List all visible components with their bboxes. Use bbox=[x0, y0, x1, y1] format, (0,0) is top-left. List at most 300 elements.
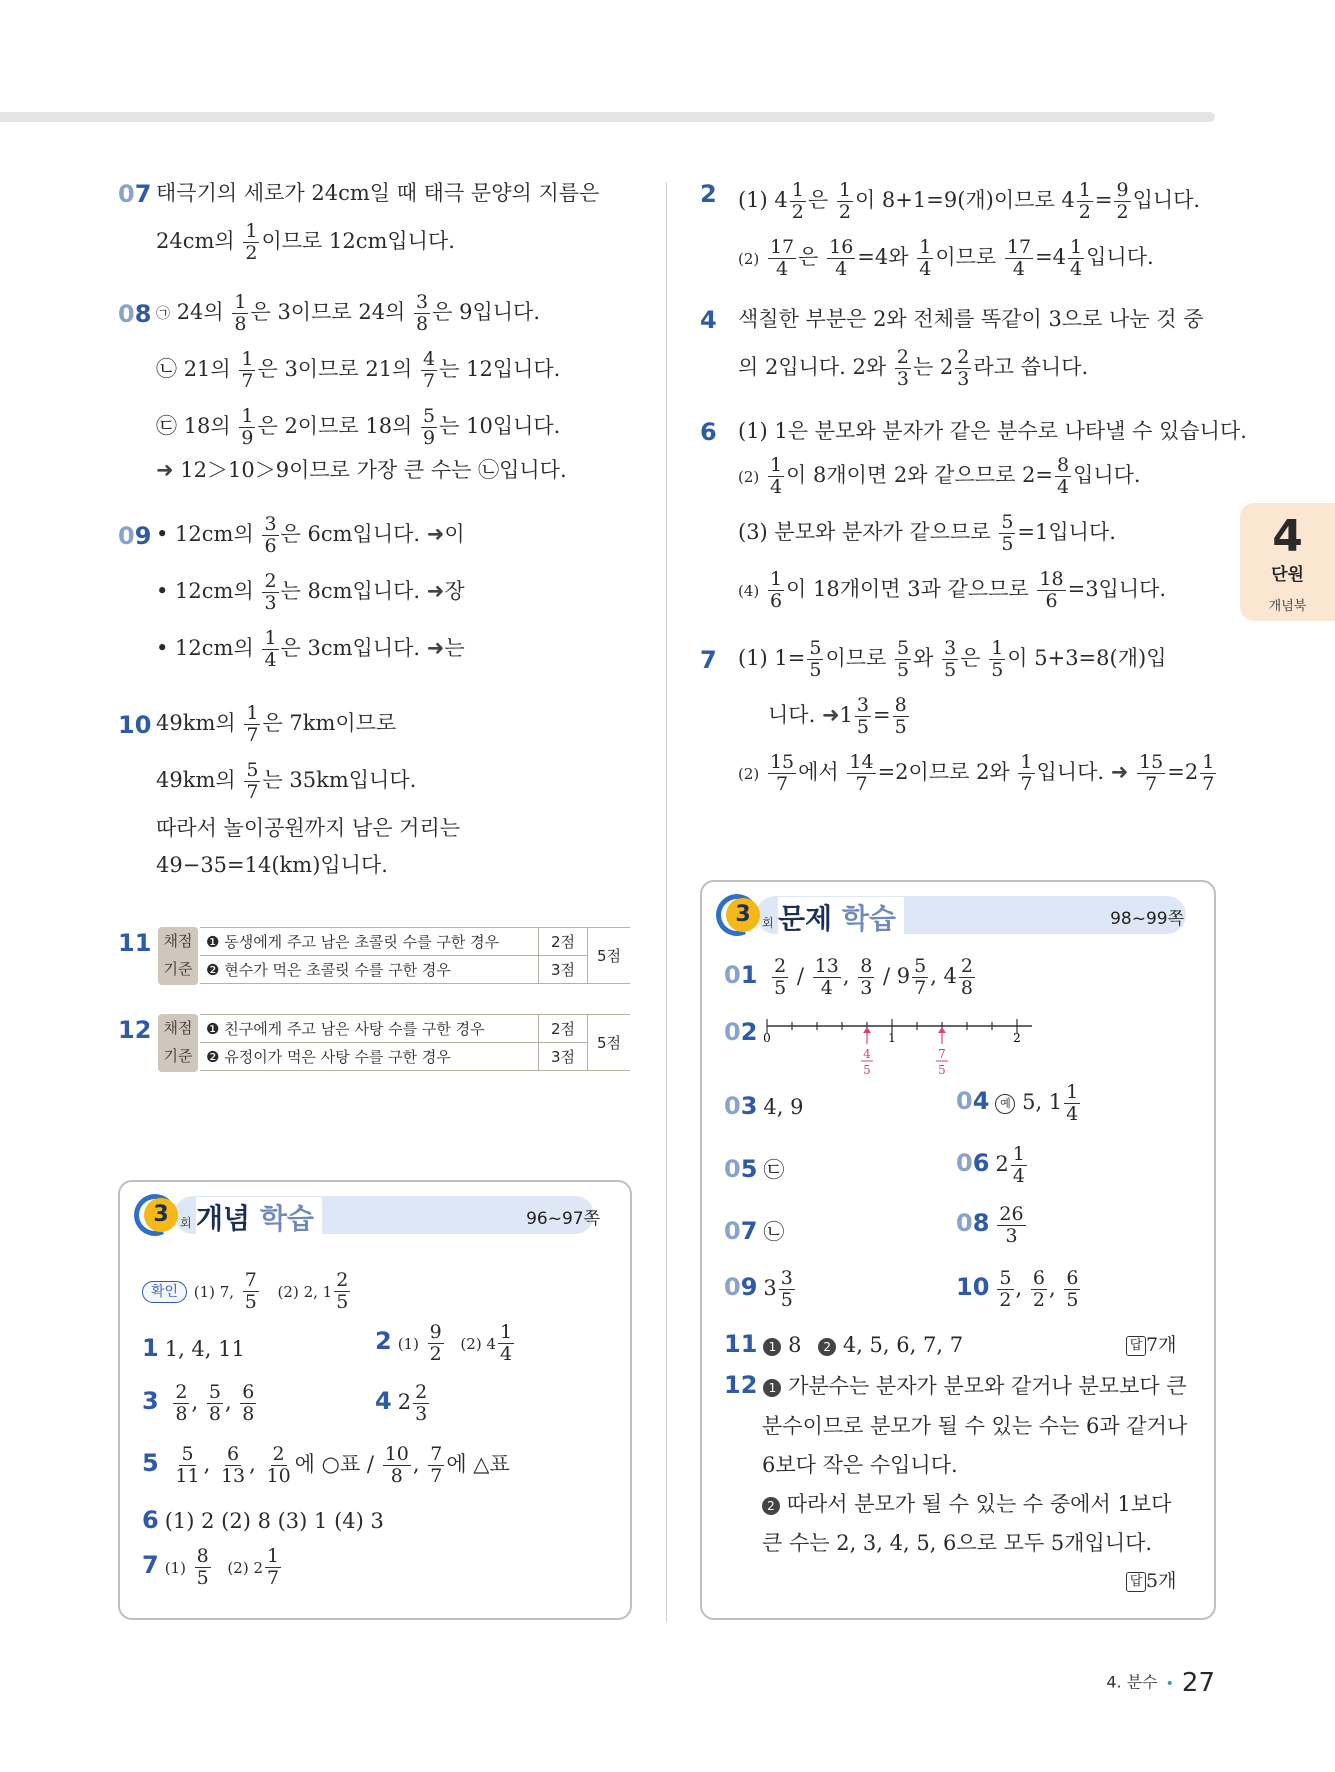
denominator: 7 bbox=[1020, 773, 1033, 795]
text: 은 bbox=[798, 245, 819, 269]
text: (2) 2, 1 bbox=[277, 1283, 333, 1301]
step-1-icon: 1 bbox=[763, 1379, 781, 1397]
step-1-icon: 1 bbox=[763, 1338, 781, 1356]
fraction bbox=[244, 760, 260, 803]
numerator: 3 bbox=[416, 291, 429, 313]
text-line: 색칠한 부분은 2와 전체를 똑같이 3으로 나눈 것 중 bbox=[738, 307, 1204, 331]
fraction bbox=[827, 237, 855, 280]
text-line bbox=[738, 752, 1220, 795]
text: 입니다. bbox=[1086, 245, 1154, 269]
text: 은 3이므로 24의 bbox=[250, 300, 406, 324]
points: 2점 bbox=[539, 928, 588, 956]
denominator: 5 bbox=[780, 1289, 793, 1311]
fraction bbox=[421, 406, 437, 449]
fraction bbox=[768, 752, 796, 795]
item-number: 10 bbox=[956, 1273, 990, 1301]
numerator: 1 bbox=[1066, 1081, 1079, 1103]
answer-4 bbox=[375, 1382, 431, 1425]
denominator: 7 bbox=[1202, 773, 1215, 795]
book-label: 개념북 bbox=[1268, 599, 1307, 614]
left-column bbox=[118, 180, 628, 879]
denominator: 4 bbox=[1012, 258, 1026, 280]
text: 니다. bbox=[768, 703, 816, 727]
rubric-table bbox=[200, 927, 630, 984]
fraction bbox=[265, 1546, 281, 1589]
chapter-tab[interactable] bbox=[1240, 503, 1335, 621]
fraction bbox=[1114, 180, 1130, 223]
check-label: 확인 bbox=[142, 1281, 187, 1303]
arrow-icon: ➜ bbox=[426, 522, 445, 546]
denominator: 3 bbox=[1005, 1225, 1018, 1247]
text: 24cm의 bbox=[156, 229, 235, 253]
text-line bbox=[156, 628, 628, 671]
fraction bbox=[243, 221, 259, 264]
numerator: 6 bbox=[1066, 1267, 1079, 1289]
denominator: 5 bbox=[991, 659, 1004, 681]
denominator: 4 bbox=[1066, 1103, 1079, 1125]
answer-6 bbox=[142, 1506, 384, 1534]
separator-dot: • bbox=[1165, 1675, 1174, 1692]
text: (4) bbox=[738, 582, 760, 600]
title-sub: 학습 bbox=[841, 902, 896, 935]
fraction bbox=[232, 292, 248, 335]
fraction bbox=[262, 514, 278, 557]
answer-03 bbox=[724, 1092, 803, 1120]
numerator: 8 bbox=[860, 955, 873, 977]
top-bar bbox=[0, 112, 1215, 122]
criterion: ❷ 현수가 먹은 초콜릿 수를 구한 경우 bbox=[200, 956, 539, 984]
numerator: 15 bbox=[769, 751, 795, 773]
tick-label: 0 bbox=[763, 1031, 771, 1045]
denominator: 9 bbox=[423, 427, 436, 449]
denominator: 3 bbox=[860, 977, 873, 999]
numerator: 2 bbox=[264, 570, 277, 592]
text-line bbox=[738, 180, 1220, 223]
chapter-number: 4 bbox=[1272, 511, 1303, 562]
fraction bbox=[772, 956, 788, 999]
denominator: 5 bbox=[856, 716, 870, 738]
title-main: 개념 bbox=[196, 1202, 251, 1235]
problem-number: 08 bbox=[118, 300, 152, 328]
numerator: 5 bbox=[1001, 511, 1014, 533]
fraction bbox=[1011, 1144, 1027, 1187]
text: ㉡ bbox=[763, 1220, 785, 1244]
badge-suffix: 회 bbox=[180, 1216, 192, 1230]
numerator: 5 bbox=[208, 1381, 221, 1403]
fraction bbox=[1077, 180, 1093, 223]
denominator: 4 bbox=[769, 476, 783, 498]
fraction bbox=[240, 1382, 256, 1425]
denominator: 7 bbox=[246, 724, 259, 746]
rubric-11 bbox=[118, 925, 628, 987]
text-line: 49−35=14(km)입니다. bbox=[156, 853, 388, 877]
numerator: 9 bbox=[429, 1321, 442, 1343]
table-row bbox=[200, 956, 630, 984]
denominator: 11 bbox=[175, 1465, 200, 1487]
problem-number: 6 bbox=[700, 418, 717, 446]
numerator: 1 bbox=[1078, 179, 1091, 201]
denominator: 7 bbox=[246, 781, 259, 803]
answer-07 bbox=[724, 1216, 784, 1246]
numerator: 9 bbox=[1116, 179, 1129, 201]
text: =1입니다. bbox=[1017, 520, 1116, 544]
numerator: 2 bbox=[175, 1381, 188, 1403]
text: (1) 4 bbox=[738, 188, 788, 212]
text: 이 5+3=8(개)입 bbox=[1007, 646, 1167, 670]
fraction bbox=[997, 1204, 1025, 1247]
denominator: 9 bbox=[241, 427, 254, 449]
denominator: 7 bbox=[1145, 773, 1158, 795]
numerator: 1 bbox=[245, 220, 258, 242]
numerator: 4 bbox=[423, 348, 436, 370]
problem-09 bbox=[118, 514, 628, 671]
text: 4 bbox=[943, 964, 957, 988]
problem-7 bbox=[700, 638, 1220, 795]
item-number: 06 bbox=[956, 1149, 990, 1177]
text: (1) bbox=[164, 1559, 186, 1577]
marker: ㉡ bbox=[156, 357, 177, 381]
answer-12 bbox=[724, 1370, 1187, 1400]
session-badge bbox=[716, 894, 774, 936]
title-main: 문제 bbox=[778, 902, 833, 935]
denominator: 5 bbox=[809, 659, 822, 681]
numerator: 1 bbox=[499, 1321, 513, 1343]
answer-1 bbox=[142, 1334, 245, 1362]
fraction bbox=[999, 512, 1015, 555]
item-number: 01 bbox=[724, 961, 758, 989]
fraction bbox=[1064, 1082, 1080, 1125]
points: 2점 bbox=[539, 1015, 588, 1043]
numerator: 1 bbox=[769, 454, 783, 476]
text: =3입니다. bbox=[1067, 577, 1167, 601]
badge-number: 3 bbox=[726, 898, 760, 932]
fraction bbox=[1005, 237, 1033, 280]
text-line bbox=[738, 512, 1220, 555]
text-line: 따라서 놀이공원까지 남은 거리는 bbox=[156, 816, 461, 840]
answer-09 bbox=[724, 1268, 797, 1311]
text: 는 12입니다. bbox=[439, 357, 561, 381]
tag-text: 기준 bbox=[163, 960, 193, 978]
text: / bbox=[796, 964, 804, 988]
text: 이 bbox=[444, 522, 465, 546]
problem-number: 11 bbox=[118, 929, 152, 957]
fraction bbox=[895, 638, 911, 681]
answer-11 bbox=[724, 1330, 963, 1358]
box-header bbox=[716, 896, 1200, 934]
denominator: 3 bbox=[264, 592, 277, 614]
text-line bbox=[156, 760, 628, 803]
text: 은 6cm입니다. bbox=[280, 522, 421, 546]
text: 은 bbox=[960, 646, 981, 670]
denominator: 5 bbox=[944, 659, 957, 681]
numerator: 5 bbox=[897, 637, 910, 659]
numerator: 1 bbox=[264, 627, 277, 649]
text: 12＞10＞9이므로 가장 큰 수는 ㉡입니다. bbox=[180, 458, 567, 482]
denominator: 3 bbox=[957, 368, 970, 390]
text: • 12cm의 bbox=[156, 636, 254, 660]
text: • 12cm의 bbox=[156, 522, 254, 546]
denominator: 13 bbox=[220, 1465, 246, 1487]
text: 은 9입니다. bbox=[432, 300, 540, 324]
fraction bbox=[768, 569, 784, 612]
denominator: 8 bbox=[390, 1465, 403, 1487]
text-line: 큰 수는 2, 3, 4, 5, 6으로 모두 5개입니다. bbox=[762, 1531, 1153, 1555]
problem-4 bbox=[700, 306, 1220, 390]
numerator: 1 bbox=[1012, 1143, 1025, 1165]
denominator: 4 bbox=[1056, 476, 1070, 498]
text: 의 2입니다. 2와 bbox=[738, 355, 887, 379]
denominator: 4 bbox=[775, 258, 789, 280]
marker-arrowhead bbox=[938, 1027, 946, 1033]
text: 7개 bbox=[1146, 1334, 1177, 1356]
numerator: 5 bbox=[181, 1443, 194, 1465]
fraction bbox=[779, 1268, 795, 1311]
answer-7 bbox=[142, 1546, 283, 1589]
problem-number: 12 bbox=[118, 1016, 152, 1044]
denominator: 5 bbox=[894, 716, 907, 738]
rubric-12 bbox=[118, 1012, 628, 1074]
numerator: 15 bbox=[1139, 751, 1164, 773]
text-line bbox=[738, 695, 1220, 738]
arrow-icon: ➜ bbox=[1110, 760, 1129, 784]
text-line: 태극기의 세로가 24cm일 때 태극 문양의 지름은 bbox=[156, 181, 600, 205]
text: 은 bbox=[807, 188, 829, 212]
denominator: 5 bbox=[774, 977, 787, 999]
denominator: 6 bbox=[1045, 590, 1058, 612]
text: 장 bbox=[444, 579, 465, 603]
numerator: 2 bbox=[960, 955, 974, 977]
denominator: 7 bbox=[266, 1567, 280, 1589]
denominator: 5 bbox=[1066, 1289, 1079, 1311]
tick-label: 2 bbox=[1013, 1031, 1021, 1045]
fraction bbox=[1037, 569, 1065, 612]
text: (1) 7, bbox=[193, 1283, 235, 1301]
text: (2) bbox=[738, 468, 760, 486]
text: 는 10입니다. bbox=[439, 414, 561, 438]
item-number: 08 bbox=[956, 1209, 990, 1237]
text: 는 2 bbox=[912, 355, 954, 379]
denominator: 7 bbox=[775, 773, 789, 795]
item-number: 3 bbox=[142, 1387, 159, 1415]
numerator: 2 bbox=[774, 955, 787, 977]
text: 에 ○표 / bbox=[294, 1452, 374, 1476]
tick-label: 1 bbox=[888, 1031, 896, 1045]
denominator: 2 bbox=[245, 242, 258, 264]
item-number: 12 bbox=[724, 1371, 758, 1399]
marker-arrowhead bbox=[863, 1027, 871, 1033]
rubric-table bbox=[200, 1014, 630, 1071]
text: 4, 9 bbox=[763, 1095, 804, 1119]
title-sub: 학습 bbox=[259, 1202, 314, 1235]
total-points: 5점 bbox=[588, 928, 631, 984]
points: 3점 bbox=[539, 956, 588, 984]
numerator: 1 bbox=[769, 568, 783, 590]
text-line bbox=[156, 703, 628, 746]
fraction bbox=[989, 638, 1005, 681]
denominator: 7 bbox=[423, 370, 436, 392]
text-line bbox=[762, 1488, 1171, 1518]
numerator: 5 bbox=[999, 1267, 1012, 1289]
numerator: 1 bbox=[991, 637, 1004, 659]
text: (2) 2 bbox=[227, 1559, 263, 1577]
problem-number: 10 bbox=[118, 711, 152, 739]
problem-number: 09 bbox=[118, 522, 152, 550]
fraction bbox=[847, 752, 875, 795]
marker: ㉠ bbox=[156, 305, 170, 322]
fraction bbox=[997, 1268, 1013, 1311]
fraction bbox=[837, 180, 853, 223]
text-line bbox=[738, 455, 1220, 498]
check-item bbox=[142, 1270, 352, 1313]
denominator: 7 bbox=[914, 977, 927, 999]
fraction bbox=[813, 956, 841, 999]
page-range: 98~99쪽 bbox=[1110, 909, 1184, 929]
denominator: 5 bbox=[244, 1291, 257, 1313]
table-row bbox=[200, 1015, 630, 1043]
numerator: 5 bbox=[914, 955, 927, 977]
denominator: 8 bbox=[416, 313, 429, 335]
text: =2이므로 2와 bbox=[877, 760, 1010, 784]
problem-number: 07 bbox=[118, 180, 152, 208]
tag-text: 기준 bbox=[163, 1047, 193, 1065]
item-number: 07 bbox=[724, 1217, 758, 1245]
problem-2 bbox=[700, 180, 1220, 280]
denominator: 8 bbox=[208, 1403, 221, 1425]
text: (1) bbox=[397, 1335, 419, 1353]
marker-numerator: 7 bbox=[938, 1047, 946, 1061]
numerator: 3 bbox=[264, 513, 277, 535]
text: 이므로 12cm입니다. bbox=[261, 229, 455, 253]
numerator: 16 bbox=[829, 236, 854, 258]
criterion: ❶ 동생에게 주고 남은 초콜릿 수를 구한 경우 bbox=[200, 928, 539, 956]
text-line bbox=[156, 349, 628, 392]
fraction bbox=[768, 455, 784, 498]
numerator: 1 bbox=[266, 1545, 280, 1567]
text: 는 35km입니다. bbox=[262, 768, 417, 792]
text: 이 18개이면 3과 같으므로 bbox=[786, 577, 1029, 601]
text: 가분수는 분자가 분모와 같거나 분모보다 큰 bbox=[788, 1374, 1187, 1398]
text: 이 8+1=9(개)이므로 4 bbox=[854, 188, 1075, 212]
fraction bbox=[383, 1444, 411, 1487]
text: 8 bbox=[788, 1333, 802, 1357]
fraction bbox=[1068, 237, 1084, 280]
text: =2 bbox=[1167, 760, 1199, 784]
numerator: 3 bbox=[780, 1267, 793, 1289]
text: = bbox=[873, 703, 891, 727]
numerator: 6 bbox=[226, 1443, 240, 1465]
text-line bbox=[738, 347, 1220, 390]
marker-numerator: 4 bbox=[863, 1047, 871, 1061]
item-number: 05 bbox=[724, 1155, 758, 1183]
item-number: 2 bbox=[375, 1327, 392, 1355]
text: 3 bbox=[763, 1276, 777, 1300]
answer-08 bbox=[956, 1204, 1028, 1247]
fraction bbox=[858, 956, 874, 999]
fraction bbox=[173, 1444, 201, 1487]
concept-study-box bbox=[118, 1180, 632, 1620]
text: 따라서 분모가 될 수 있는 수 중에서 1보다 bbox=[786, 1492, 1172, 1516]
fraction bbox=[893, 695, 909, 738]
table-row bbox=[200, 1043, 630, 1071]
problem-study-box bbox=[700, 880, 1216, 1620]
numerator: 2 bbox=[957, 346, 970, 368]
problem-6 bbox=[700, 418, 1247, 612]
text: (1) 2 (2) 8 (3) 1 (4) 3 bbox=[164, 1509, 384, 1533]
text-line bbox=[738, 638, 1220, 681]
denominator: 4 bbox=[1012, 1165, 1025, 1187]
fraction bbox=[421, 349, 437, 392]
chapter-title: 4. 분수 bbox=[1106, 1672, 1158, 1692]
denominator: 5 bbox=[1001, 533, 1014, 555]
arrow-icon: ➜ bbox=[426, 636, 445, 660]
problem-number: 2 bbox=[700, 180, 717, 208]
badge-suffix: 회 bbox=[762, 916, 774, 930]
text: (3) 분모와 분자가 같으므로 bbox=[738, 520, 991, 544]
item-number: 4 bbox=[375, 1387, 392, 1415]
text: 24의 bbox=[176, 300, 224, 324]
fraction bbox=[195, 1546, 211, 1589]
fraction bbox=[334, 1270, 350, 1313]
fraction bbox=[1200, 752, 1216, 795]
marker-denominator: 5 bbox=[863, 1063, 871, 1077]
badge-number: 3 bbox=[144, 1198, 178, 1232]
text: 2 bbox=[995, 1152, 1009, 1176]
marker-denominator: 5 bbox=[938, 1063, 946, 1077]
denominator: 3 bbox=[896, 368, 909, 390]
numerator: 5 bbox=[246, 759, 259, 781]
numerator: 3 bbox=[856, 694, 870, 716]
session-badge bbox=[134, 1194, 192, 1236]
item-number: 5 bbox=[142, 1449, 159, 1477]
denominator: 3 bbox=[415, 1403, 428, 1425]
denominator: 2 bbox=[1032, 1289, 1045, 1311]
fraction bbox=[855, 695, 871, 738]
numerator: 1 bbox=[791, 179, 804, 201]
rubric-tag bbox=[158, 1014, 198, 1072]
text: 이므로 bbox=[825, 646, 887, 670]
denominator: 7 bbox=[241, 370, 254, 392]
text-line bbox=[156, 457, 628, 484]
table-row bbox=[200, 928, 630, 956]
text: 는 bbox=[444, 636, 465, 660]
numerator: 1 bbox=[241, 405, 254, 427]
box-title bbox=[196, 1197, 322, 1237]
numerator: 8 bbox=[196, 1545, 209, 1567]
fraction bbox=[1064, 1268, 1080, 1311]
denominator: 8 bbox=[234, 313, 247, 335]
fraction bbox=[428, 1322, 444, 1365]
numerator: 6 bbox=[1032, 1267, 1045, 1289]
text: 에 △표 bbox=[446, 1452, 510, 1476]
tag-text: 채점 bbox=[163, 932, 193, 950]
text-line: 6보다 작은 수입니다. bbox=[762, 1453, 958, 1477]
arrow-icon: ➜ bbox=[156, 458, 174, 482]
text-line: 분수이므로 분모가 될 수 있는 수는 6과 같거나 bbox=[762, 1414, 1188, 1438]
text: 와 bbox=[913, 646, 934, 670]
rubric-tag bbox=[158, 927, 198, 985]
numerator: 5 bbox=[809, 637, 822, 659]
numerator: 8 bbox=[1056, 454, 1070, 476]
numerator: 7 bbox=[244, 1269, 257, 1291]
text: 2 bbox=[397, 1390, 412, 1414]
denominator: 8 bbox=[175, 1403, 188, 1425]
item-number: 7 bbox=[142, 1551, 159, 1579]
example-mark: 예 bbox=[995, 1094, 1015, 1114]
item-number: 09 bbox=[724, 1273, 758, 1301]
denominator: 2 bbox=[1116, 201, 1129, 223]
text: 1 bbox=[839, 703, 853, 727]
denominator: 5 bbox=[336, 1291, 349, 1313]
